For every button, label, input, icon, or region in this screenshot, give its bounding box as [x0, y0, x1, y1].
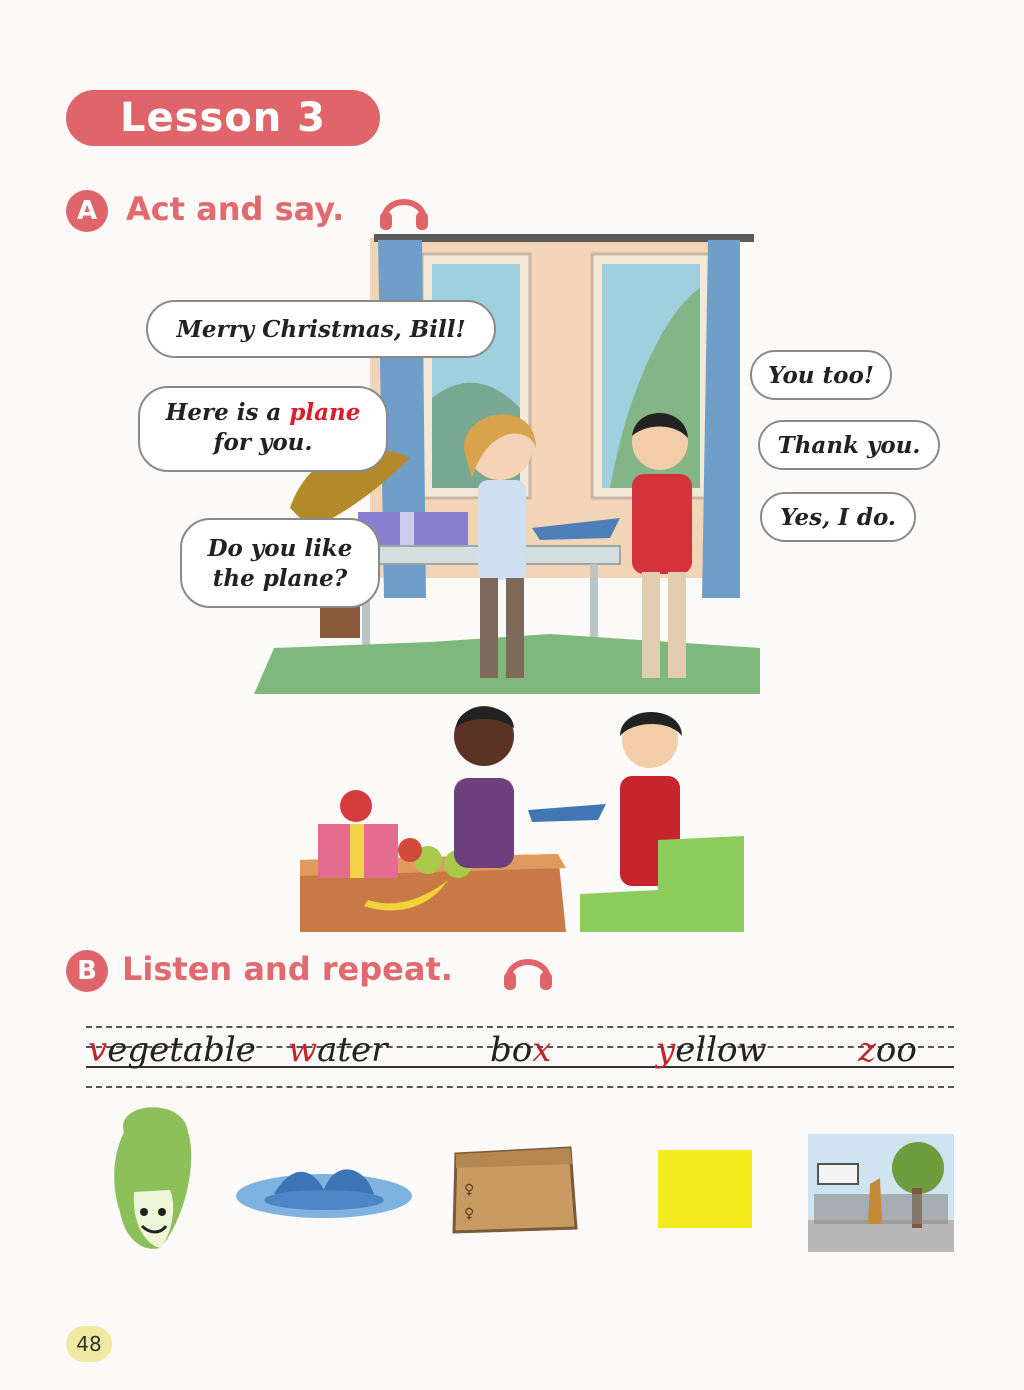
yellow-swatch — [658, 1150, 752, 1228]
lesson-title: Lesson 3 — [120, 95, 326, 141]
section-a-title: Act and say. — [126, 190, 345, 228]
word-vegetable — [88, 1030, 256, 1070]
bubble-text-the-plane: the plane? — [212, 565, 348, 592]
word-yellow-first: y — [656, 1030, 676, 1070]
bubble-text-you-too: You too! — [768, 362, 874, 389]
word-box-rest: x — [532, 1030, 552, 1070]
bubble-text-plane-highlight: plane — [289, 399, 361, 426]
headphones-icon-b[interactable] — [500, 946, 556, 992]
speech-bubble-yes-i-do — [760, 492, 916, 542]
box-picture — [450, 1144, 578, 1234]
bubble-text-do-you-like: Do you like — [207, 535, 353, 562]
bubble-text-merry-christmas: Merry Christmas, Bill! — [176, 316, 466, 343]
bubble-text-thank-you: Thank you. — [777, 432, 921, 459]
bubble-text-yes-i-do: Yes, I do. — [780, 504, 896, 531]
svg-text:♀: ♀ — [464, 1206, 475, 1222]
speech-bubble-here-is-a-plane — [138, 386, 388, 472]
section-b-badge: B — [66, 950, 108, 992]
section-a-badge: A — [66, 190, 108, 232]
headphones-icon[interactable] — [376, 186, 432, 232]
speech-bubble-thank-you — [758, 420, 940, 470]
zoo-picture — [808, 1134, 954, 1252]
lesson-pill — [66, 90, 380, 146]
svg-text:♀: ♀ — [464, 1182, 475, 1198]
word-water-first: w — [288, 1030, 318, 1070]
scene-gift-exchange-illustration — [298, 700, 748, 932]
water-picture — [234, 1150, 414, 1220]
word-box-first: bo — [490, 1030, 533, 1070]
word-yellow-rest: ellow — [675, 1030, 767, 1070]
word-zoo-rest: oo — [875, 1030, 917, 1070]
guide-line-top — [86, 1026, 954, 1028]
guide-line-bottom — [86, 1086, 954, 1088]
word-vegetable-rest: egetable — [107, 1030, 256, 1070]
word-box — [490, 1030, 551, 1070]
section-b-title: Listen and repeat. — [122, 950, 453, 988]
word-water — [288, 1030, 387, 1070]
vegetable-picture — [104, 1102, 200, 1252]
bubble-text-for-you: for you. — [213, 429, 313, 456]
bubble-text-here-prefix: Here is a — [165, 399, 290, 426]
word-zoo — [858, 1030, 917, 1070]
speech-bubble-do-you-like — [180, 518, 380, 608]
page-number: 48 — [66, 1326, 112, 1362]
word-water-rest: ater — [317, 1030, 388, 1070]
word-zoo-first: z — [858, 1030, 876, 1070]
speech-bubble-you-too — [750, 350, 892, 400]
speech-bubble-merry-christmas — [146, 300, 496, 358]
word-vegetable-first: v — [88, 1030, 108, 1070]
word-yellow — [656, 1030, 767, 1070]
